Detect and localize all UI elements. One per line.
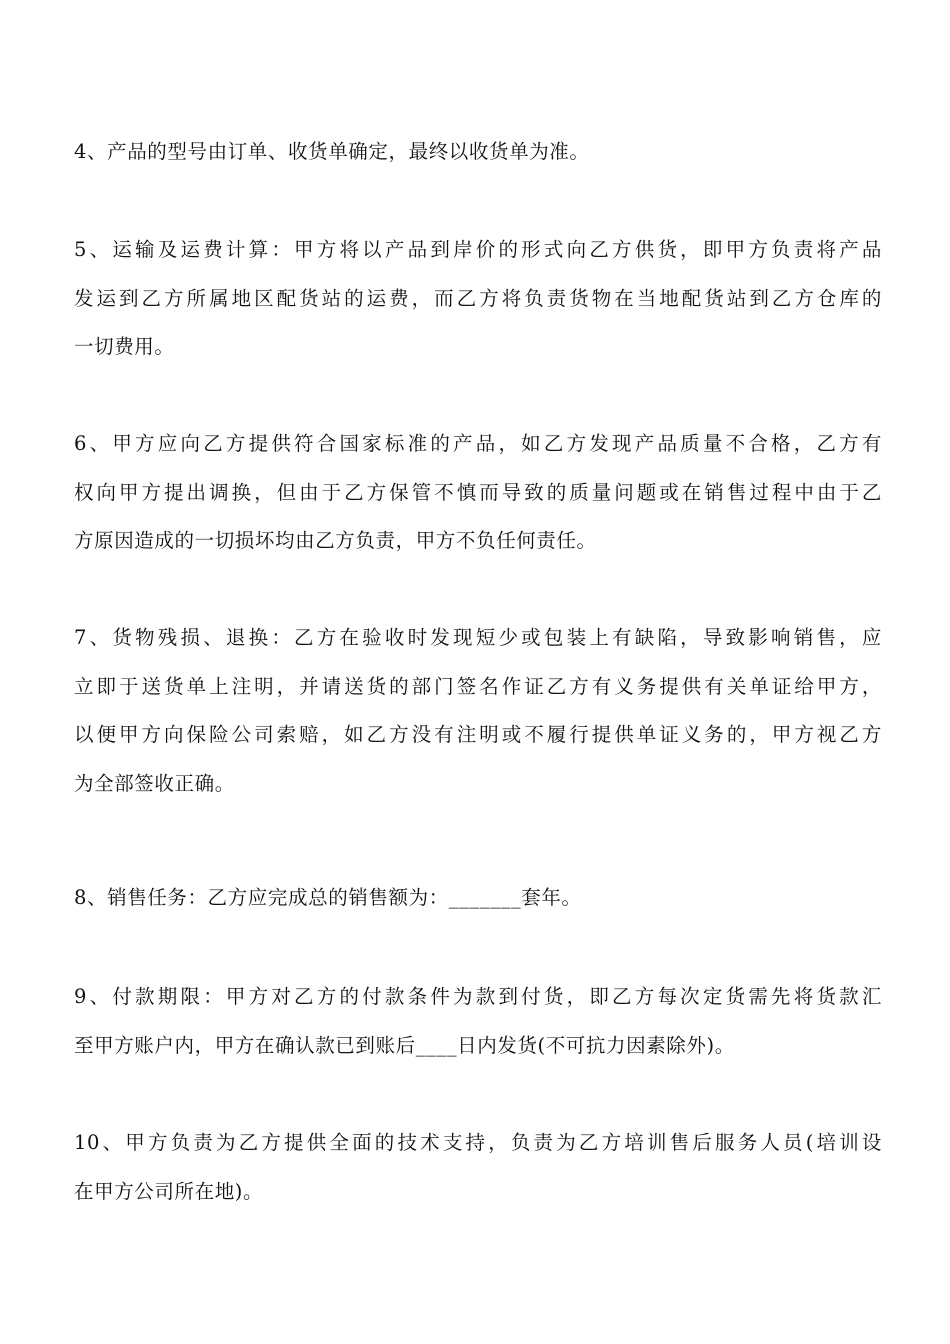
clause-line: 以便甲方向保险公司索赔，如乙方没有注明或不履行提供单证义务的，甲方视乙方 [74,723,882,746]
clause-line: 为全部签收正确。 [74,771,235,795]
clause-line: 权向甲方提出调换，但由于乙方保管不慎而导致的质量问题或在销售过程中由于乙 [74,480,882,504]
clause-line: 发运到乙方所属地区配货站的运费，而乙方将负责货物在当地配货站到乙方仓库的 [74,286,882,310]
clause-6 [74,420,882,566]
clause-line: 一切费用。 [74,335,175,358]
clause-10 [74,1119,882,1216]
clause-line: 6、甲方应向乙方提供符合国家标准的产品，如乙方发现产品质量不合格，乙方有 [74,432,882,455]
clause-7 [74,614,882,808]
clause-line: 9、付款期限：甲方对乙方的付款条件为款到付货，即乙方每次定货需先将货款汇 [74,985,882,1008]
clause-line: 4、产品的型号由订单、收货单确定，最终以收货单为准。 [74,140,590,163]
clause-line: 至甲方账户内，甲方在确认款已到账后____日内发货(不可抗力因素除外)。 [74,1033,735,1057]
clause-8 [74,874,882,923]
clause-line: 10、甲方负责为乙方提供全面的技术支持，负责为乙方培训售后服务人员(培训设 [74,1131,882,1154]
clause-line: 方原因造成的一切损坏均由乙方负责，甲方不负任何责任。 [74,529,597,552]
clause-line: 立即于送货单上注明，并请送货的部门签名作证乙方有义务提供有关单证给甲方， [74,674,882,698]
clause-line: 7、货物残损、退换：乙方在验收时发现短少或包装上有缺陷，导致影响销售，应 [74,626,882,649]
clause-line: 5、运输及运费计算：甲方将以产品到岸价的形式向乙方供货，即甲方负责将产品 [74,238,882,261]
clause-4 [74,128,882,177]
clause-line: 8、销售任务：乙方应完成总的销售额为：_______套年。 [74,886,582,909]
clause-line: 在甲方公司所在地)。 [74,1179,264,1203]
clause-9 [74,973,882,1070]
clause-5 [74,226,882,372]
